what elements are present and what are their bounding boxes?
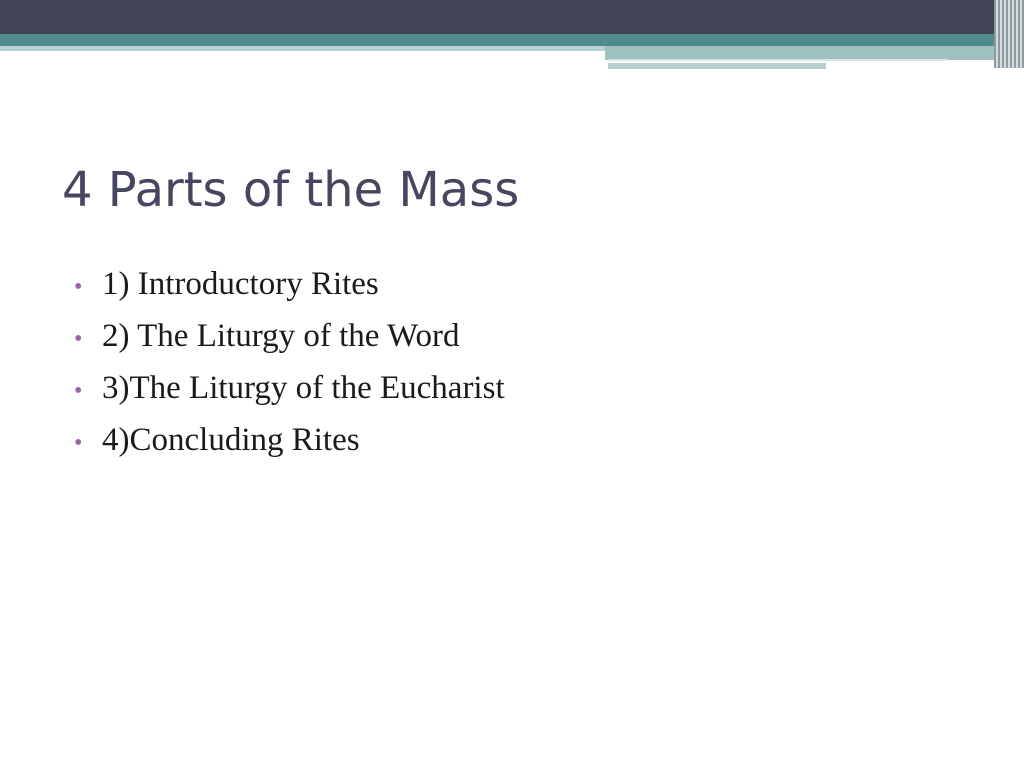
- bullet-icon: •: [74, 430, 83, 456]
- bullet-icon: •: [74, 274, 83, 300]
- accent-line: [608, 63, 826, 69]
- bullet-text: 1) Introductory Rites: [102, 266, 379, 302]
- bullet-text: 4)Concluding Rites: [102, 422, 360, 458]
- bullet-list: [74, 262, 874, 470]
- list-item: [74, 366, 874, 418]
- slide-title: 4 Parts of the Mass: [62, 162, 520, 218]
- bullet-text: 3)The Liturgy of the Eucharist: [102, 370, 505, 406]
- list-item: [74, 262, 874, 314]
- accent-band: [0, 34, 1024, 46]
- bullet-icon: •: [74, 378, 83, 404]
- accent-strip: [0, 46, 605, 51]
- edge-stripes: [994, 0, 1024, 68]
- list-item: [74, 418, 874, 470]
- accent-block: [605, 46, 995, 60]
- bullet-icon: •: [74, 326, 83, 352]
- bullet-text: 2) The Liturgy of the Word: [102, 318, 460, 354]
- header-band: [0, 0, 1024, 34]
- accent-line: [608, 59, 948, 61]
- list-item: [74, 314, 874, 366]
